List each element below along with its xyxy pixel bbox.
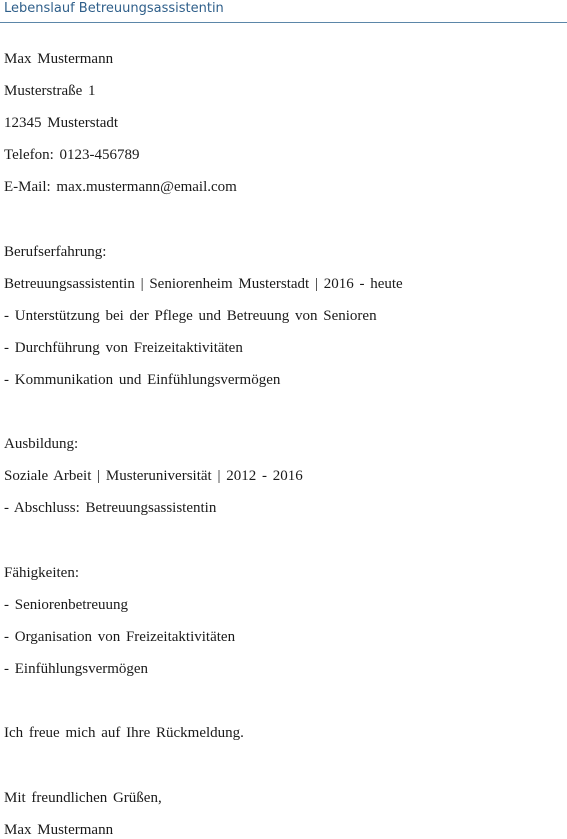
- experience-item: - Unterstützung bei der Pflege und Betreuung von Senioren: [4, 308, 377, 324]
- skills-heading: Fähigkeiten:: [4, 565, 79, 581]
- education-heading: Ausbildung:: [4, 436, 79, 452]
- contact-phone: Telefon: 0123-456789: [4, 147, 140, 163]
- closing-text: Ich freue mich auf Ihre Rückmeldung.: [4, 725, 244, 741]
- education-entry: Soziale Arbeit | Musteruniversität | 2012 - 2016: [4, 468, 303, 484]
- experience-item: - Durchführung von Freizeitaktivitäten: [4, 340, 243, 356]
- skills-item: - Seniorenbetreuung: [4, 597, 129, 613]
- contact-street: Musterstraße 1: [4, 83, 96, 99]
- skills-item: - Organisation von Freizeitaktivitäten: [4, 629, 236, 645]
- closing-signature: Max Mustermann: [4, 822, 114, 838]
- experience-position: Betreuungsassistentin | Seniorenheim Musterstadt | 2016 - heute: [4, 276, 403, 292]
- contact-city: 12345 Musterstadt: [4, 115, 119, 131]
- contact-name: Max Mustermann: [4, 51, 114, 67]
- contact-email: E-Mail: max.mustermann@email.com: [4, 179, 237, 195]
- experience-item: - Kommunikation und Einfühlungsvermögen: [4, 372, 281, 388]
- document-title: Lebenslauf Betreuungsassistentin: [4, 1, 224, 16]
- education-item: - Abschluss: Betreuungsassistentin: [4, 500, 217, 516]
- page-header: [0, 0, 567, 23]
- closing-greeting: Mit freundlichen Grüßen,: [4, 790, 162, 806]
- experience-heading: Berufserfahrung:: [4, 244, 107, 260]
- skills-item: - Einfühlungsvermögen: [4, 661, 149, 677]
